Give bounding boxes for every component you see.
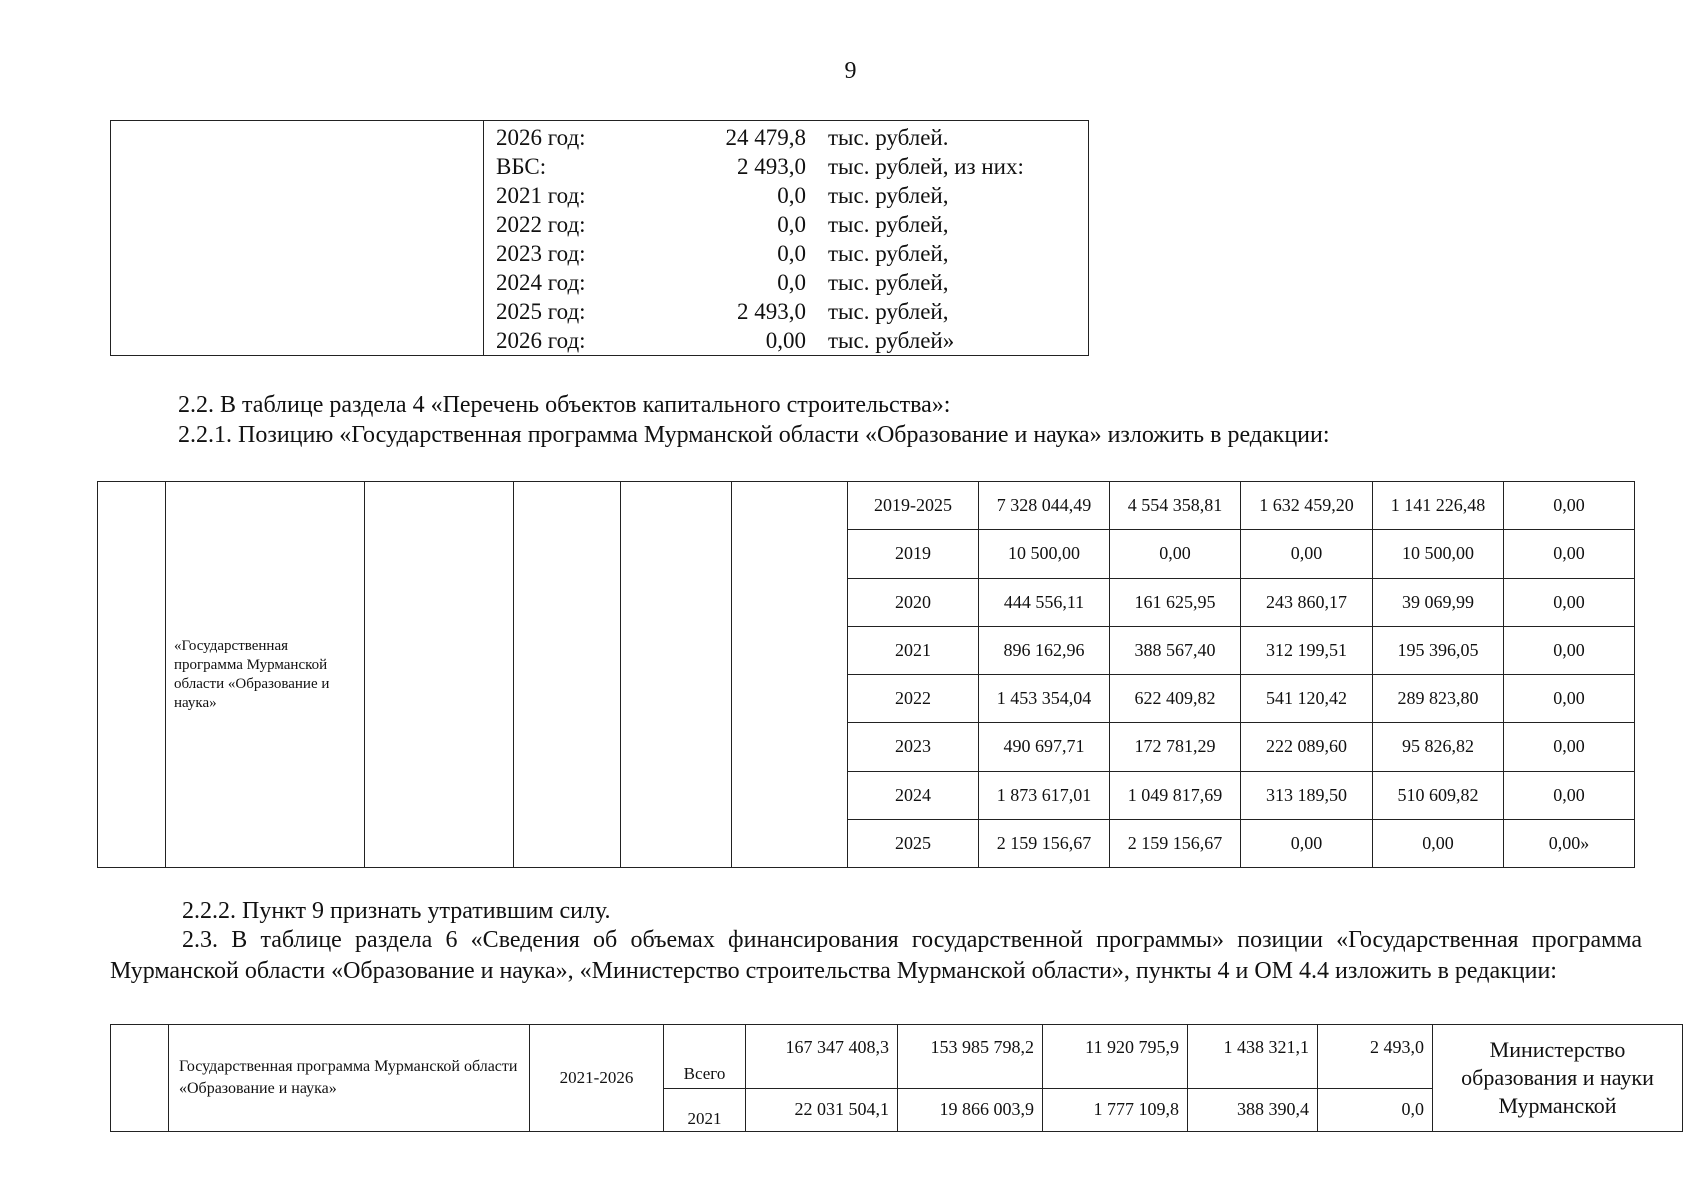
paragraph-2-2: 2.2. В таблице раздела 4 «Перечень объектов капитального строительства»: xyxy=(178,392,951,418)
value-cell: 11 920 795,9 xyxy=(1043,1025,1188,1089)
period-cell: 2023 xyxy=(848,723,979,771)
financing-row: ВБС: 2 493,0 тыс. рублей, из них: xyxy=(496,154,1024,179)
period-cell: 2019 xyxy=(848,530,979,578)
period-cell: 2022 xyxy=(848,675,979,723)
responsible-cell: Министерство образования и науки Мурманской xyxy=(1433,1025,1683,1132)
program-name-cell: «Государственная программа Мурманской области «Образование и наука» xyxy=(166,482,365,868)
total-cell: 1 873 617,01 xyxy=(979,771,1110,819)
value-cell: 172 781,29 xyxy=(1110,723,1241,771)
value-cell: 39 069,99 xyxy=(1373,578,1504,626)
program-name-cell: Государственная программа Мурманской области «Образование и наука» xyxy=(169,1025,530,1132)
value-cell: 0,00 xyxy=(1504,723,1635,771)
value-cell: 0,00 xyxy=(1110,530,1241,578)
empty-cell xyxy=(732,482,848,868)
value-cell: 0,00 xyxy=(1504,626,1635,674)
value-cell: 289 823,80 xyxy=(1373,675,1504,723)
value-cell: 0,00 xyxy=(1504,675,1635,723)
value-cell: 153 985 798,2 xyxy=(898,1025,1043,1089)
value-cell: 1 049 817,69 xyxy=(1110,771,1241,819)
value-cell: 0,00 xyxy=(1504,530,1635,578)
financing-row: 2021 год: 0,0 тыс. рублей, xyxy=(496,183,949,208)
value-cell: 4 554 358,81 xyxy=(1110,482,1241,530)
value-cell: 1 438 321,1 xyxy=(1188,1025,1318,1089)
table-row xyxy=(98,482,1635,530)
capital-construction-table xyxy=(97,481,1635,868)
value-cell: 19 866 003,9 xyxy=(898,1088,1043,1131)
period-cell: 2021 xyxy=(848,626,979,674)
value-cell: 243 860,17 xyxy=(1241,578,1373,626)
table-row xyxy=(111,1025,1683,1089)
value-cell: 0,00» xyxy=(1504,819,1635,867)
value-cell: 2 159 156,67 xyxy=(1110,819,1241,867)
empty-cell xyxy=(365,482,514,868)
value-cell: 0,00 xyxy=(1241,530,1373,578)
value-cell: 1 632 459,20 xyxy=(1241,482,1373,530)
value-cell: 1 777 109,8 xyxy=(1043,1088,1188,1131)
financing-row: 2023 год: 0,0 тыс. рублей, xyxy=(496,241,949,266)
value-cell: 95 826,82 xyxy=(1373,723,1504,771)
empty-cell xyxy=(111,1025,169,1132)
value-cell: 161 625,95 xyxy=(1110,578,1241,626)
empty-cell xyxy=(621,482,732,868)
value-cell: 541 120,42 xyxy=(1241,675,1373,723)
period-cell: 2021-2026 xyxy=(530,1025,664,1132)
value-cell: 1 141 226,48 xyxy=(1373,482,1504,530)
total-cell: 490 697,71 xyxy=(979,723,1110,771)
value-cell: 312 199,51 xyxy=(1241,626,1373,674)
total-cell: 2 159 156,67 xyxy=(979,819,1110,867)
value-cell: 2 493,0 xyxy=(1318,1025,1433,1089)
value-cell: 388 390,4 xyxy=(1188,1088,1318,1131)
financing-lines xyxy=(484,121,1089,356)
total-cell: 7 328 044,49 xyxy=(979,482,1110,530)
financing-row: 2022 год: 0,0 тыс. рублей, xyxy=(496,212,949,237)
financing-volume-table xyxy=(110,1024,1683,1132)
value-cell: 10 500,00 xyxy=(1373,530,1504,578)
total-cell: 10 500,00 xyxy=(979,530,1110,578)
value-cell: 22 031 504,1 xyxy=(746,1088,898,1131)
empty-cell xyxy=(98,482,166,868)
value-cell: 167 347 408,3 xyxy=(746,1025,898,1089)
empty-cell xyxy=(514,482,621,868)
total-cell: 1 453 354,04 xyxy=(979,675,1110,723)
value-cell: 388 567,40 xyxy=(1110,626,1241,674)
value-cell: 0,00 xyxy=(1241,819,1373,867)
financing-row: 2026 год: 24 479,8 тыс. рублей. xyxy=(496,125,949,150)
period-cell: 2020 xyxy=(848,578,979,626)
period-cell: 2019-2025 xyxy=(848,482,979,530)
financing-row: 2026 год: 0,00 тыс. рублей» xyxy=(496,328,955,353)
financing-empty-cell xyxy=(111,121,484,356)
value-cell: 313 189,50 xyxy=(1241,771,1373,819)
value-cell: 0,0 xyxy=(1318,1088,1433,1131)
page-number: 9 xyxy=(844,58,857,84)
financing-table xyxy=(110,120,1089,356)
value-cell: 622 409,82 xyxy=(1110,675,1241,723)
value-cell: 0,00 xyxy=(1504,771,1635,819)
value-cell: 0,00 xyxy=(1504,482,1635,530)
paragraph-2-3: 2.3. В таблице раздела 6 «Сведения об объемах финансирования государственной программы» позиции «Государственная программа Мурманской области «Образование и наука», «Министерство строительства Мурманской области», пункты 4 и ОМ 4.4 изложить в редакции: xyxy=(110,927,1642,984)
financing-row: 2025 год: 2 493,0 тыс. рублей, xyxy=(496,299,949,324)
total-cell: 444 556,11 xyxy=(979,578,1110,626)
period-cell: 2025 xyxy=(848,819,979,867)
value-cell: 510 609,82 xyxy=(1373,771,1504,819)
row-label-cell: 2021 xyxy=(664,1088,746,1131)
value-cell: 195 396,05 xyxy=(1373,626,1504,674)
value-cell: 0,00 xyxy=(1373,819,1504,867)
paragraph-2-2-2: 2.2.2. Пункт 9 признать утратившим силу. xyxy=(182,898,611,924)
row-label-cell: Всего xyxy=(664,1025,746,1089)
period-cell: 2024 xyxy=(848,771,979,819)
value-cell: 222 089,60 xyxy=(1241,723,1373,771)
total-cell: 896 162,96 xyxy=(979,626,1110,674)
financing-row: 2024 год: 0,0 тыс. рублей, xyxy=(496,270,949,295)
paragraph-2-2-1: 2.2.1. Позицию «Государственная программа Мурманской области «Образование и наука» изложить в редакции: xyxy=(178,422,1330,448)
value-cell: 0,00 xyxy=(1504,578,1635,626)
